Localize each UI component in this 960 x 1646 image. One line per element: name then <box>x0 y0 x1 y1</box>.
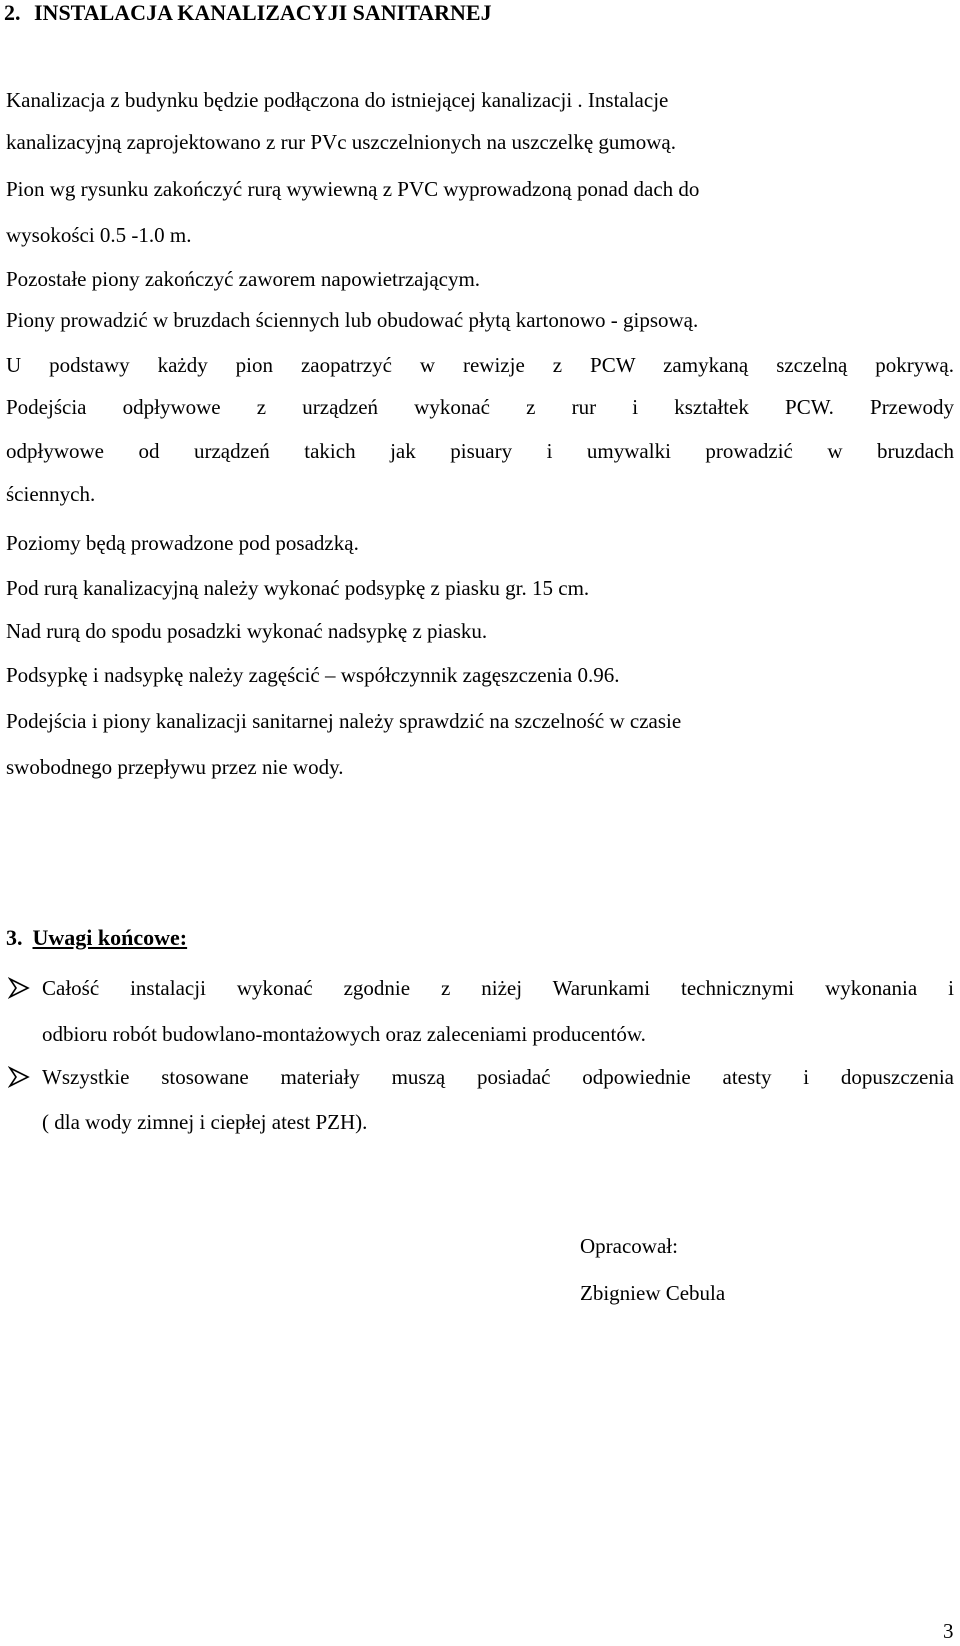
list-item-line: odbioru robót budowlano-montażowych oraz zaleceniami producentów. <box>42 1022 646 1046</box>
signature-name: Zbigniew Cebula <box>580 1281 726 1305</box>
arrowhead-bullet-icon <box>8 977 30 999</box>
section-title: INSTALACJA KANALIZACYJI SANITARNEJ <box>34 0 492 25</box>
paragraph-line: kanalizacyjną zaprojektowano z rur PVc uszczelnionych na uszczelkę gumową. <box>6 130 676 154</box>
paragraph-line: Podejścia i piony kanalizacji sanitarnej należy sprawdzić na szczelność w czasie <box>6 709 682 733</box>
section-title: Uwagi końcowe: <box>32 925 188 950</box>
paragraph-line: Pion wg rysunku zakończyć rurą wywiewną z PVC wyprowadzoną ponad dach do <box>6 177 700 201</box>
paragraph-line: Nad rurą do spodu posadzki wykonać nadsypkę z piasku. <box>6 619 488 643</box>
paragraph-line: Piony prowadzić w bruzdach ściennych lub obudować płytą kartonowo - gipsową. <box>6 308 699 332</box>
arrowhead-bullet-icon <box>8 1066 30 1088</box>
paragraph-line-justified: Podejścia odpływowe z urządzeń wykonać z rur i kształtek PCW. Przewody <box>6 395 954 419</box>
list-item-line: ( dla wody zimnej i ciepłej atest PZH). <box>42 1110 368 1134</box>
section-3-heading <box>6 923 187 953</box>
paragraph-line: Poziomy będą prowadzone pod posadzką. <box>6 531 359 555</box>
paragraph-line-justified: odpływowe od urządzeń takich jak pisuary i umywalki prowadzić w bruzdach <box>6 439 954 463</box>
signature-label: Opracował: <box>580 1234 678 1258</box>
paragraph-line-justified: U podstawy każdy pion zaopatrzyć w rewizje z PCW zamykaną szczelną pokrywą. <box>6 353 954 377</box>
paragraph-line: Pozostałe piony zakończyć zaworem napowietrzającym. <box>6 267 481 291</box>
paragraph-line: wysokości 0.5 -1.0 m. <box>6 223 192 247</box>
list-item-line: Wszystkie stosowane materiały muszą posiadać odpowiednie atesty i dopuszczenia <box>42 1065 954 1089</box>
section-2-heading <box>4 0 492 28</box>
paragraph-line: Podsypkę i nadsypkę należy zagęścić – współczynnik zagęszczenia 0.96. <box>6 663 620 687</box>
page-number: 3 <box>943 1619 954 1643</box>
section-number: 3. <box>6 925 23 950</box>
paragraph-line: swobodnego przepływu przez nie wody. <box>6 755 344 779</box>
section-number: 2. <box>4 0 21 25</box>
paragraph-line: ściennych. <box>6 482 96 506</box>
paragraph-line: Kanalizacja z budynku będzie podłączona do istniejącej kanalizacji . Instalacje <box>6 88 669 112</box>
paragraph-line: Pod rurą kanalizacyjną należy wykonać podsypkę z piasku gr. 15 cm. <box>6 576 590 600</box>
list-item-line: Całość instalacji wykonać zgodnie z niżej Warunkami technicznymi wykonania i <box>42 976 954 1000</box>
